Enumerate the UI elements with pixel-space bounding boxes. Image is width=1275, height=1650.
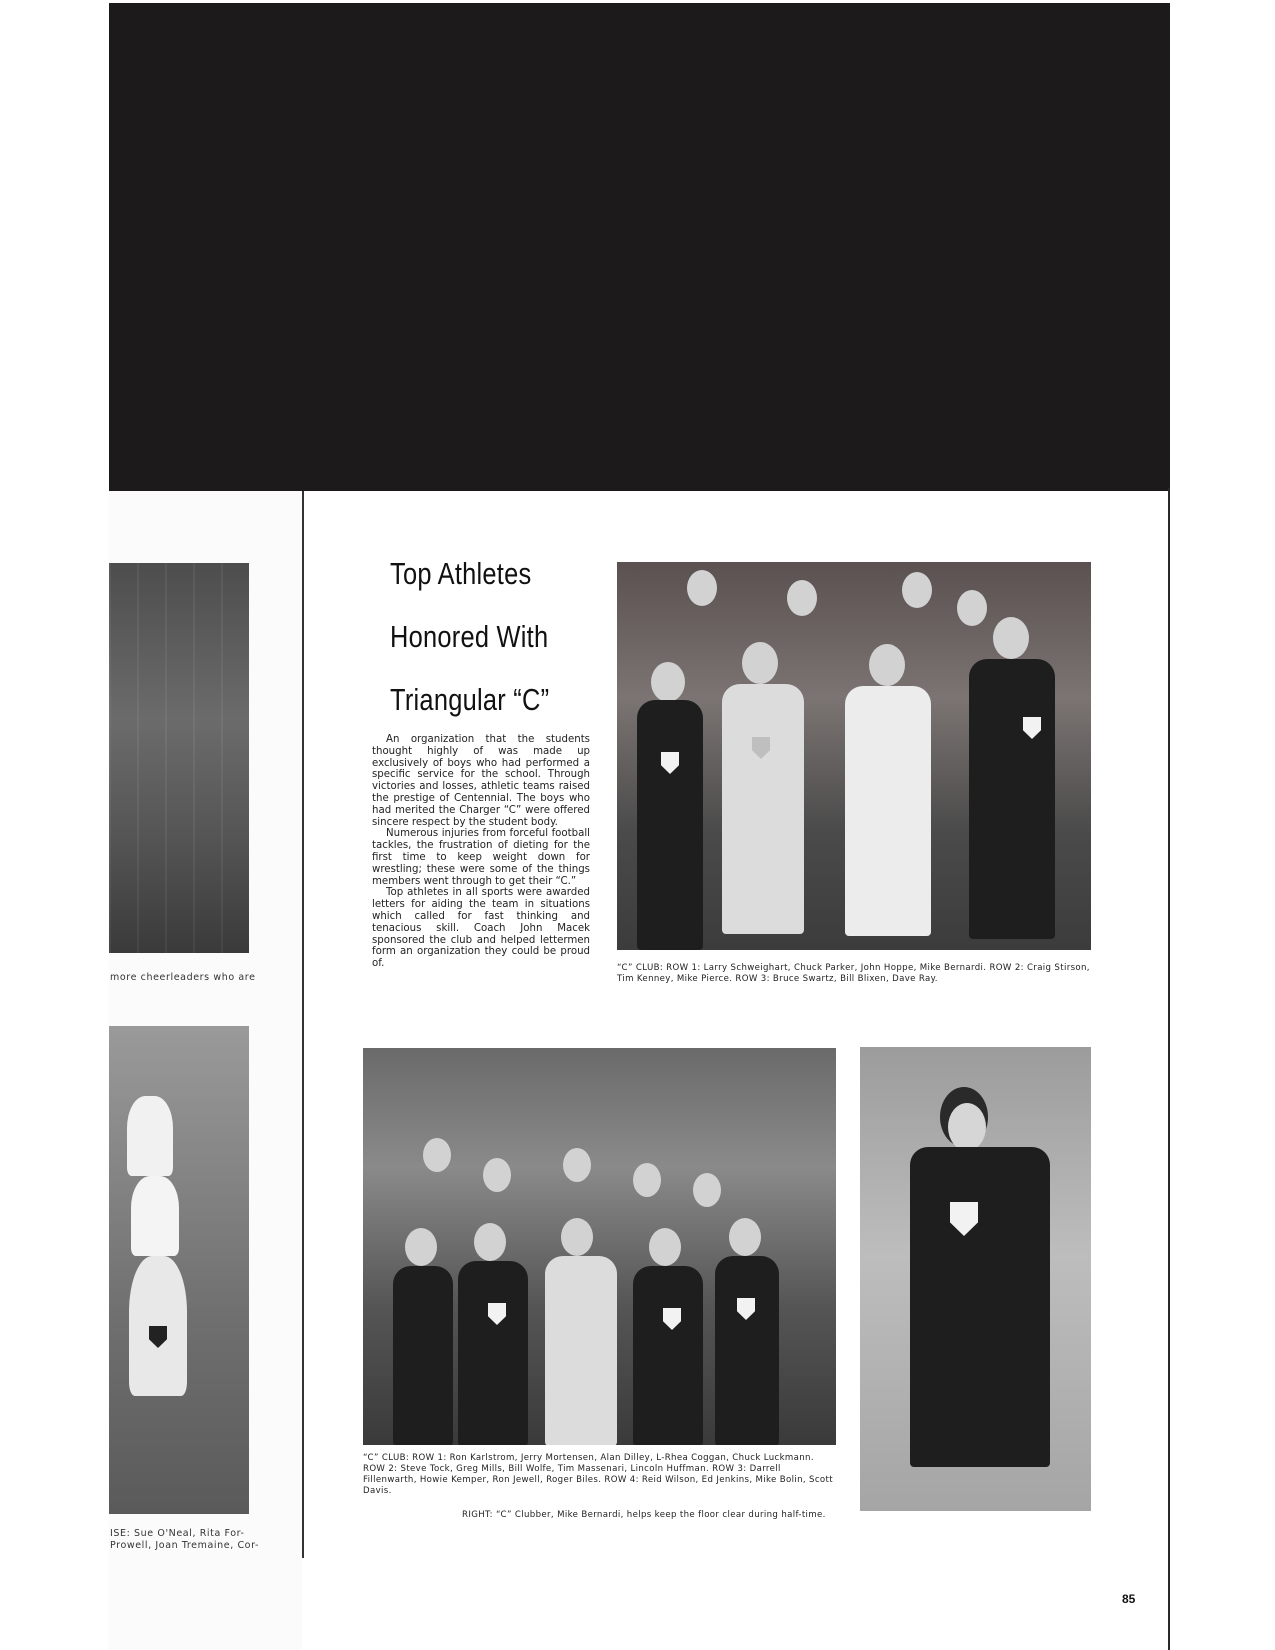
club-member-head — [563, 1148, 591, 1182]
page-right-edge — [1168, 488, 1170, 1650]
club-member-head — [693, 1173, 721, 1207]
caption-club-photo-top: “C” CLUB: ROW 1: Larry Schweighart, Chuck Parker, John Hoppe, Mike Bernardi. ROW 2: Craig Stirson, Tim Kenney, Mike Pierce. ROW 3: Bruce Swartz, Bill Blixen, Dave Ray. — [617, 963, 1090, 984]
facing-page-caption-bottom-line2: Prowell, Joan Tremaine, Cor- — [110, 1540, 260, 1551]
c-club-group-photo-bottom — [363, 1048, 836, 1445]
scanned-page-top-dark-band — [109, 3, 1170, 491]
article-paragraph: Top athletes in all sports were awarded letters for aiding the team in situations which called for fast thinking and tenacious skill. Coach John Macek sponsored the club and helped lettermen form an organization they could be proud of. — [372, 887, 590, 970]
c-club-group-photo-top — [617, 562, 1091, 950]
page-gutter-line — [302, 491, 304, 1558]
cheerleaders-photo-fragment — [109, 1026, 249, 1514]
caption-club-photo-bottom: “C” CLUB: ROW 1: Ron Karlstrom, Jerry Mortensen, Alan Dilley, L-Rhea Coggan, Chuck Luckmann. ROW 2: Steve Tock, Greg Mills, Bill Wolfe, Tim Massenari, Lincoln Huffman. ROW 3: Darrell Fillenwarth, Howie Kemper, Ron Jewell, Roger Biles. ROW 4: Reid Wilson, Ed Jenkins, Mike Bolin, Scott Davis. — [363, 1453, 833, 1496]
article-body — [372, 734, 590, 970]
article-paragraph: An organization that the students thought highly of was made up exclusively of boys who had performed a specific service for the school. Through victories and losses, athletic teams raised the prestige of Centennial. The boys who had merited the Charger “C” were offered sincere respect by the student body. — [372, 734, 590, 828]
cheerleader-figure — [127, 1096, 173, 1176]
caption-player-photo: RIGHT: “C” Clubber, Mike Bernardi, helps keep the floor clear during half-time. — [462, 1510, 826, 1520]
page-number: 85 — [1122, 1592, 1136, 1606]
article-paragraph: Numerous injuries from forceful football tackles, the frustration of dieting for the first time to keep weight down for wrestling; these were some of the things members went through to get their “C.” — [372, 828, 590, 887]
cheerleader-figure — [131, 1176, 179, 1256]
gym-photo-fragment — [109, 563, 249, 953]
headline — [390, 552, 549, 741]
headline-line-3: Triangular “C” — [390, 682, 550, 717]
headline-line-2: Honored With — [390, 619, 549, 654]
player-sweeping-floor-photo — [860, 1047, 1091, 1511]
club-member-head — [633, 1163, 661, 1197]
club-member-head — [957, 590, 987, 626]
club-member-head — [483, 1158, 511, 1192]
club-member-head — [787, 580, 817, 616]
club-member-head — [902, 572, 932, 608]
facing-page-caption-bottom-line1: ISE: Sue O'Neal, Rita For- — [110, 1528, 245, 1539]
facing-page-caption-top: more cheerleaders who are — [110, 972, 256, 983]
headline-line-1: Top Athletes — [390, 556, 532, 591]
club-member-head — [687, 570, 717, 606]
club-member-head — [423, 1138, 451, 1172]
